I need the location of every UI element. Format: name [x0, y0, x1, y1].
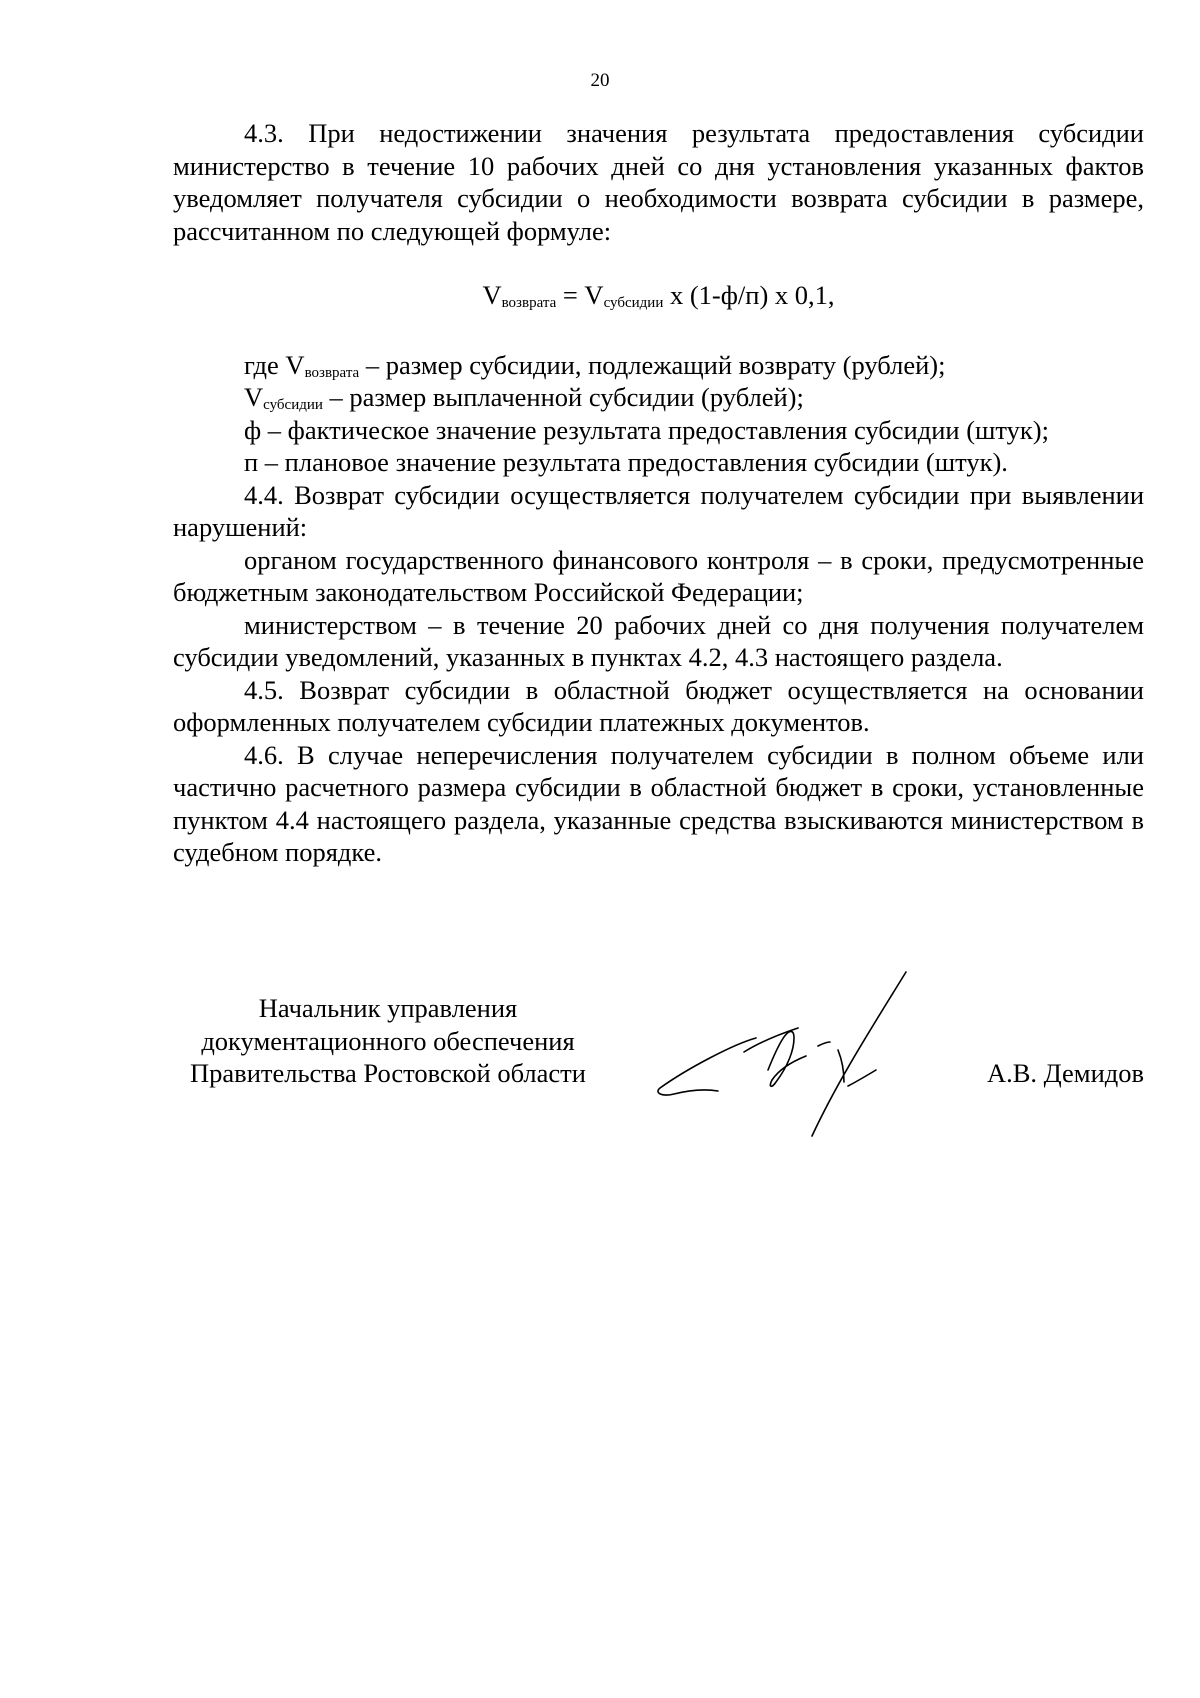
legend-symbol: V — [244, 382, 264, 412]
paragraph-4-4: 4.4. Возврат субсидии осуществляется получателем субсидии при выявлении нарушений: — [173, 479, 1144, 542]
page-number: 20 — [590, 70, 610, 91]
legend-subscript: возврата — [304, 364, 360, 381]
formula — [173, 279, 1144, 312]
position-line: Начальник управления — [258, 993, 518, 1023]
legend-description: – размер субсидии, подлежащий возврату (рублей); — [359, 349, 946, 380]
legend-symbol: где V — [244, 349, 305, 380]
formula-v1: V — [482, 280, 502, 310]
handwritten-signature — [648, 970, 938, 1150]
formula-subscript-subsidy: субсидии — [603, 295, 664, 311]
legend-line-actual: ф – фактическое значение результата предоставления субсидии (штук); — [244, 414, 1049, 445]
legend-subscript: субсидии — [263, 397, 323, 413]
paragraph-4-5: 4.5. Возврат субсидии в областной бюджет осуществляется на основании оформленных получателем субсидии платежных документов. — [173, 674, 1144, 737]
formula-subscript-return: возврата — [501, 295, 557, 311]
signatory-position — [173, 992, 603, 1090]
legend-line-return — [173, 349, 1144, 382]
position-line: документационного обеспечения — [201, 1025, 575, 1056]
position-line: Правительства Ростовской области — [190, 1058, 586, 1088]
document-body — [173, 117, 1144, 869]
legend-line-planned: п – плановое значение результата предоставления субсидии (штук). — [244, 447, 1008, 477]
paragraph-4-4-b: министерством – в течение 20 рабочих дней со дня получения получателем субсидии уведомлений, указанных в пунктах 4.2, 4.3 настоящего раздела. — [173, 609, 1144, 672]
paragraph-4-6: 4.6. В случае неперечисления получателем субсидии в полном объеме или частично расчетного размера субсидии в областной бюджет в сроки, установленные пунктом 4.4 настоящего раздела, указанные средства взыскиваются министерством в судебном порядке. — [173, 739, 1144, 867]
signatory-name: А.В. Демидов — [986, 1058, 1144, 1088]
paragraph-4-4-a: органом государственного финансового контроля – в сроки, предусмотренные бюджетным законодательством Российской Федерации; — [173, 544, 1144, 607]
signature-block — [173, 992, 1144, 1152]
paragraph-4-3: 4.3. При недостижении значения результата предоставления субсидии министерство в течение 10 рабочих дней со дня установления указанных фактов уведомляет получателя субсидии о необходимости возврата субсидии в размере, рассчитанном по следующей формуле: — [173, 118, 1144, 246]
formula-mid: = V — [556, 280, 604, 310]
legend-line-subsidy — [173, 381, 1144, 414]
formula-tail: x (1-ф/п) x 0,1, — [663, 280, 835, 310]
legend-description: – размер выплаченной субсидии (рублей); — [322, 382, 804, 412]
